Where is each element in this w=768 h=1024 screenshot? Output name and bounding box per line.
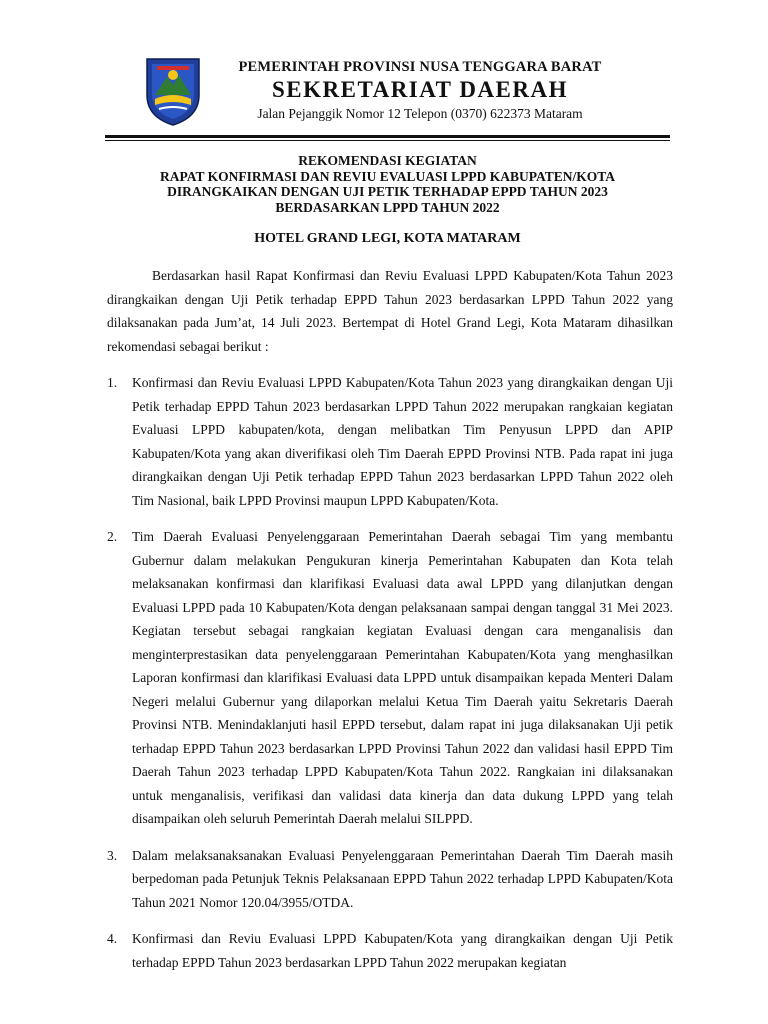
- letterhead-rule-thick: [105, 135, 670, 138]
- letterhead-office: SEKRETARIAT DAERAH: [271, 77, 569, 102]
- document-title: [100, 153, 675, 215]
- list-item: [107, 371, 673, 512]
- list-item-text: Konfirmasi dan Reviu Evaluasi LPPD Kabupaten/Kota yang dirangkaikan dengan Uji Petik terhadap EPPD Tahun 2023 berdasarkan LPPD Tahun 2022 merupakan kegiatan: [132, 931, 673, 970]
- title-line-2: RAPAT KONFIRMASI DAN REVIU EVALUASI LPPD KABUPATEN/KOTA: [159, 168, 616, 184]
- ntb-crest-logo: [143, 55, 203, 127]
- list-item-text: Konfirmasi dan Reviu Evaluasi LPPD Kabupaten/Kota Tahun 2023 yang dirangkaikan dengan Uji Petik terhadap EPPD Tahun 2023 berdasarkan LPPD Tahun 2022 merupakan rangkaian kegiatan Evaluasi LPPD kabupaten/kota, dengan melibatkan Tim Penyusun LPPD dan APIP Kabupaten/Kota yang akan diverifikasi oleh Tim Daerah EPPD Provinsi NTB. Pada rapat ini juga dirangkaikan dengan Uji Petik terhadap EPPD Tahun 2023 berdasarkan LPPD Tahun 2022 oleh Tim Nasional, baik LPPD Provinsi maupun LPPD Kabupaten/Kota.: [132, 375, 673, 508]
- letterhead-rule-thin: [105, 140, 670, 141]
- list-item-number: 4.: [107, 931, 118, 946]
- list-item-number: 3.: [107, 847, 118, 863]
- list-item-text: Tim Daerah Evaluasi Penyelenggaraan Pemerintahan Daerah sebagai Tim yang membantu Gubernur dalam melakukan Pengukuran kinerja Pemerintahan Kabupaten dan Kota telah melaksanakan konfirmasi dan klarifikasi Evaluasi data awal LPPD yang dilanjutkan dengan Evaluasi LPPD pada 10 Kabupaten/Kota dengan pelaksanaan sampai dengan tanggal 31 Mei 2023. Kegiatan tersebut sebagai rangkaian kegiatan Evaluasi dengan cara menganalisis dan menginterprestasikan data penyelenggaraan Pemerintahan Kabupaten/Kota yang menghasilkan Laporan konfirmasi dan klarifikasi Evaluasi data LPPD untuk disampaikan kepada Menteri Dalam Negeri melalui Gubernur yang dilaporkan melalui Ketua Tim Daerah yaitu Sekretaris Daerah Provinsi NTB. Menindaklanjuti hasil EPPD tersebut, dalam rapat ini juga dilaksanakan Uji petik terhadap EPPD Tahun 2023 berdasarkan LPPD Provinsi Tahun 2022 dan validasi hasil EPPD Tim Daerah Tahun 2023 terhadap LPPD Kabupaten/Kota Tahun 2022. Rangkaian ini dilaksanakan untuk menganalisis, verifikasi dan validasi data kinerja dan data dukung LPPD yang telah disampaikan oleh seluruh Pemerintah Daerah melalui SILPPD.: [132, 529, 673, 826]
- list-item: [107, 844, 673, 915]
- venue-heading: HOTEL GRAND LEGI, KOTA MATARAM: [254, 231, 521, 246]
- letterhead-government: PEMERINTAH PROVINSI NUSA TENGGARA BARAT: [238, 59, 602, 75]
- title-line-1: REKOMENDASI KEGIATAN: [298, 153, 477, 168]
- letterhead-address: Jalan Pejanggik Nomor 12 Telepon (0370) 622373 Mataram: [257, 106, 583, 121]
- list-item-text: Dalam melaksanaksanakan Evaluasi Penyelenggaraan Pemerintahan Daerah Tim Daerah masih berpedoman pada Petunjuk Teknis Pelaksanaan EPPD Tahun 2022 terhadap LPPD Kabupaten/Kota Tahun 2021 Nomor 120.04/3955/OTDA.: [132, 847, 673, 910]
- list-item-number: 1.: [107, 375, 118, 390]
- recommendation-list: [107, 371, 673, 987]
- list-item-number: 2.: [107, 529, 118, 544]
- letterhead: [210, 58, 630, 123]
- title-line-3: DIRANGKAIKAN DENGAN UJI PETIK TERHADAP EPPD TAHUN 2023: [167, 184, 608, 199]
- intro-paragraph: Berdasarkan hasil Rapat Konfirmasi dan Reviu Evaluasi LPPD Kabupaten/Kota Tahun 2023 dirangkaikan dengan Uji Petik terhadap EPPD Tahun 2023 berdasarkan LPPD Tahun 2022 yang dilaksanakan pada Jum’at, 14 Juli 2023. Bertempat di Hotel Grand Legi, Kota Mataram dihasilkan rekomendasi sebagai berikut :: [107, 268, 673, 354]
- title-line-4: BERDASARKAN LPPD TAHUN 2022: [275, 199, 500, 215]
- list-item: [107, 525, 673, 831]
- list-item: [107, 927, 673, 974]
